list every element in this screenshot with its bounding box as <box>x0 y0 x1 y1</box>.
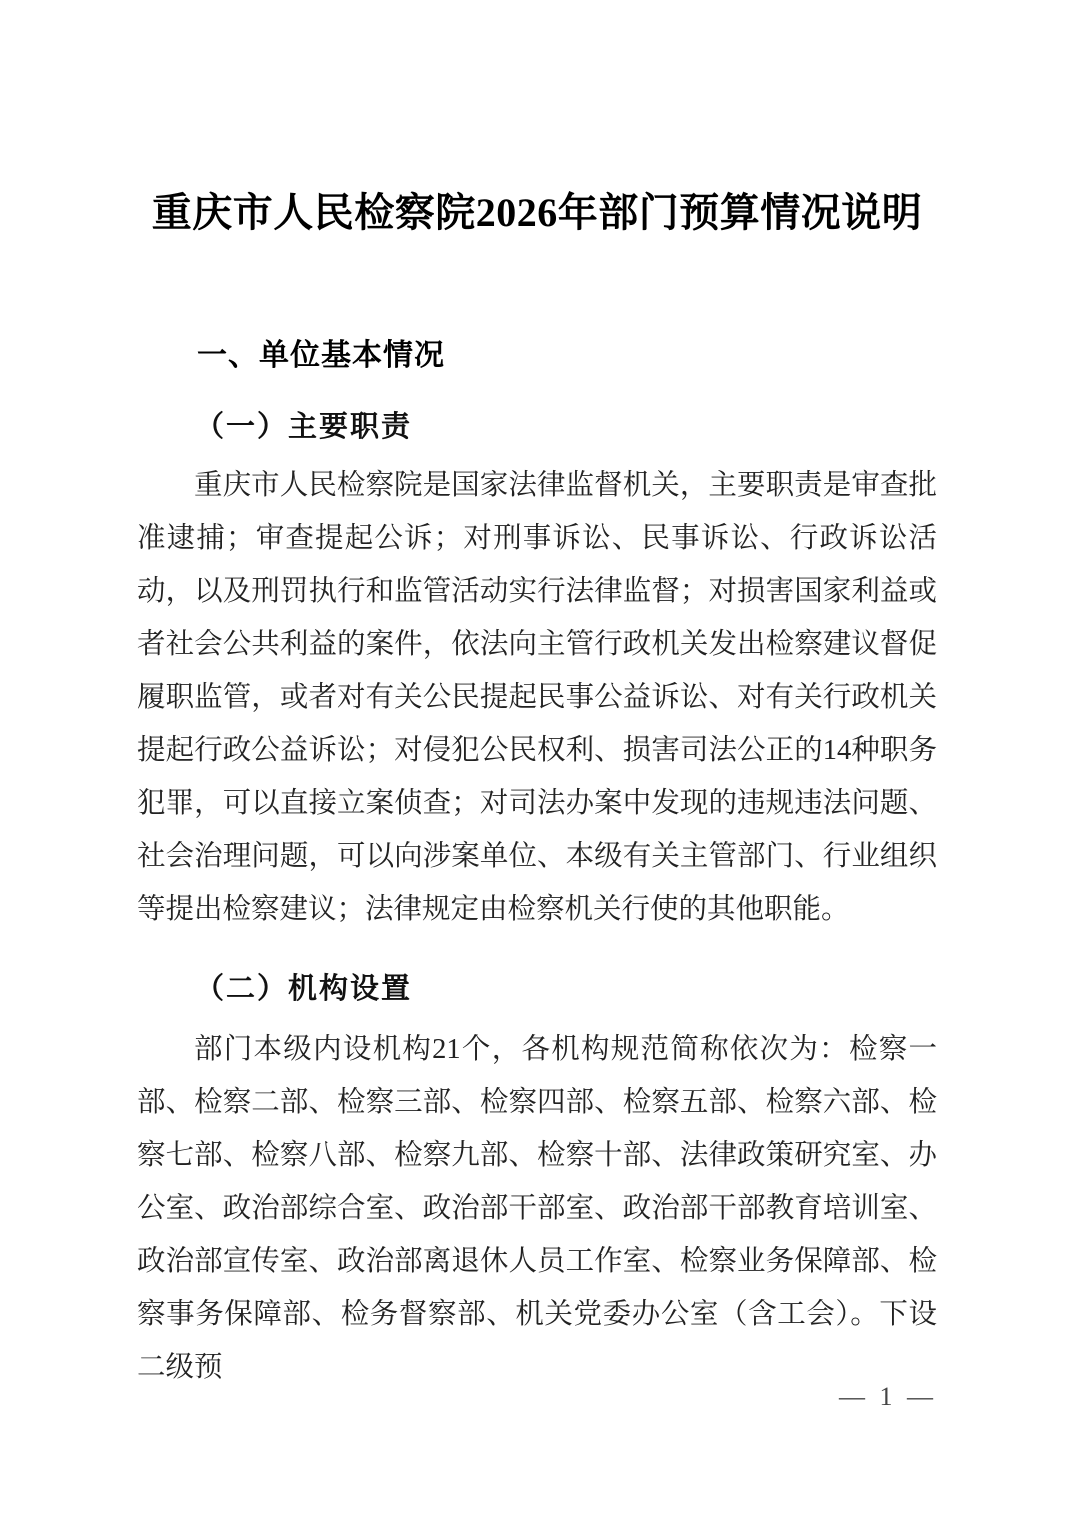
document-content <box>137 0 937 1394</box>
page-number: — 1 — <box>839 1382 937 1411</box>
subsection-heading-org-structure: （二）机构设置 <box>195 972 413 1005</box>
paragraph-org-structure: 部门本级内设机构21个，各机构规范简称依次为：检察一部、检察二部、检察三部、检察四部、检察五部、检察六部、检察七部、检察八部、检察九部、检察十部、法律政策研究室、办公室、政治部综合室、政治部干部室、政治部干部教育培训室、政治部宣传室、政治部离退休人员工作室、检察业务保障部、检察事务保障部、检务督察部、机关党委办公室（含工会）。下设二级预 <box>137 1033 937 1383</box>
subsection-heading-main-duties: （一）主要职责 <box>195 411 413 443</box>
section-heading-basic-info: 一、单位基本情况 <box>197 339 445 372</box>
document-title: 重庆市人民检察院2026年部门预算情况说明 <box>151 190 923 235</box>
paragraph-main-duties: 重庆市人民检察院是国家法律监督机关，主要职责是审查批准逮捕；审查提起公诉；对刑事诉讼、民事诉讼、行政诉讼活动，以及刑罚执行和监管活动实行法律监督；对损害国家利益或者社会公共利益的案件，依法向主管行政机关发出检察建议督促履职监管，或者对有关公民提起民事公益诉讼、对有关行政机关提起行政公益诉讼；对侵犯公民权利、损害司法公正的14种职务犯罪，可以直接立案侦查；对司法办案中发现的违规违法问题、社会治理问题，可以向涉案单位、本级有关主管部门、行业组织等提出检察建议；法律规定由检察机关行使的其他职能。 <box>137 469 937 925</box>
